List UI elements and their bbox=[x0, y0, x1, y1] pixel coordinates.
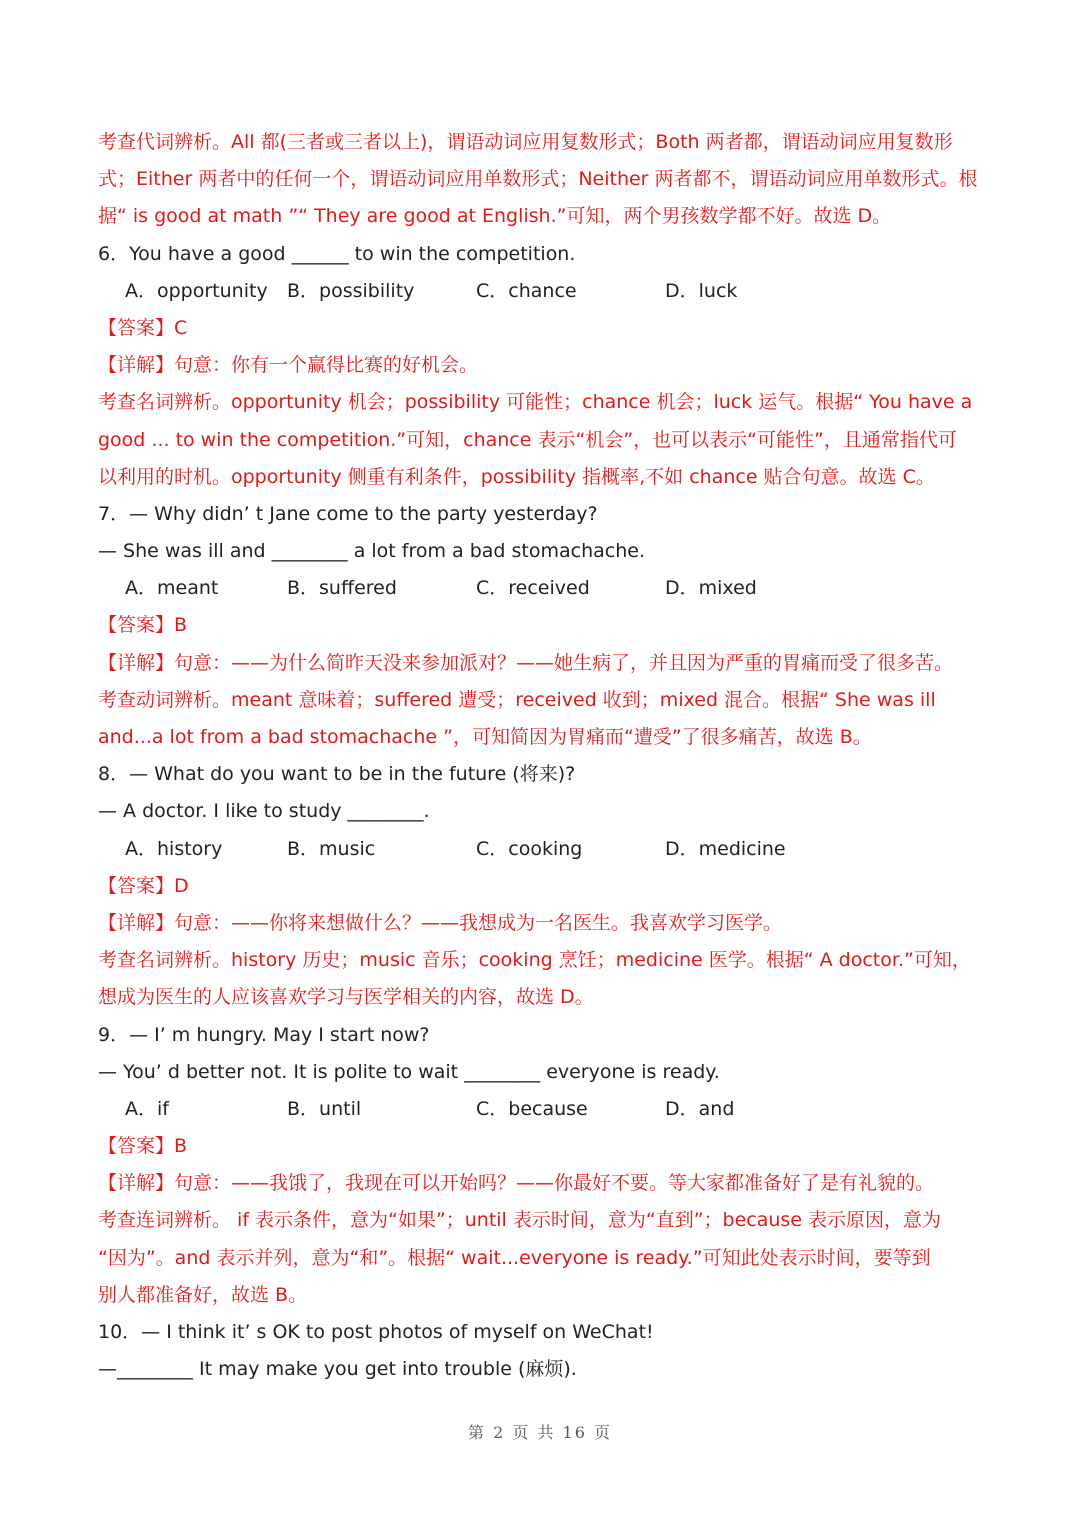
option-d: D．medicine bbox=[665, 837, 786, 860]
q6-question: 6．You have a good ______ to win the competition. bbox=[98, 242, 576, 265]
option-c: C．because bbox=[476, 1097, 588, 1120]
q9-detail: 【详解】句意：——我饿了，我现在可以开始吗？——你最好不要。等大家都准备好了是有礼貌的。 bbox=[98, 1172, 935, 1195]
option-d: D．mixed bbox=[665, 577, 757, 600]
q9-question: 9．— I’ m hungry. May I start now? bbox=[98, 1023, 430, 1046]
q9-options bbox=[98, 1091, 988, 1128]
q6-answer: 【答案】C bbox=[98, 316, 188, 339]
q8-explain-line: 考查名词辨析。history 历史；music 音乐；cooking 烹饪；medicine 医学。根据“ A doctor.”可知， bbox=[98, 949, 971, 972]
q8-detail: 【详解】句意：——你将来想做什么？——我想成为一名医生。我喜欢学习医学。 bbox=[98, 911, 783, 934]
q9-explain-line: “因为”。and 表示并列，意为“和”。根据“ wait...everyone is ready.”可知此处表示时间，要等到 bbox=[98, 1246, 931, 1269]
option-b: B．possibility bbox=[287, 279, 415, 302]
q7-answer: 【答案】B bbox=[98, 614, 188, 637]
option-a: A．if bbox=[125, 1097, 169, 1120]
page-number-footer: 第 2 页 共 16 页 bbox=[468, 1423, 612, 1442]
q8-explain-line: 想成为医生的人应该喜欢学习与医学相关的内容，故选 D。 bbox=[98, 986, 594, 1009]
q8-question: 8．— What do you want to be in the future (将来)? bbox=[98, 763, 576, 786]
q6-explain-line: 考查名词辨析。opportunity 机会；possibility 可能性；chance 机会；luck 运气。根据“ You have a bbox=[98, 391, 973, 414]
q7-explain-line: 考查动词辨析。meant 意味着；suffered 遭受；received 收到；mixed 混合。根据“ She was ill bbox=[98, 688, 936, 711]
q7-question-reply: — She was ill and ________ a lot from a bad stomachache. bbox=[98, 540, 645, 563]
q8-options bbox=[98, 831, 988, 868]
q10-question: 10．— I think it’ s OK to post photos of myself on WeChat! bbox=[98, 1321, 654, 1343]
option-b: B．music bbox=[287, 837, 376, 860]
q8-answer: 【答案】D bbox=[98, 874, 189, 897]
q7-explain-line: and...a lot from a bad stomachache ”，可知简因为胃痛而“遭受”了很多痛苦，故选 B。 bbox=[98, 726, 872, 748]
q5-explain-line: 考查代词辨析。All 都(三者或三者以上)，谓语动词应用复数形式；Both 两者都，谓语动词应用复数形 bbox=[98, 131, 953, 153]
option-a: A．opportunity bbox=[125, 279, 268, 302]
q6-explain-line: good ... to win the competition.”可知，chance 表示“机会”，也可以表示“可能性”，且通常指代可 bbox=[98, 428, 957, 451]
option-b: B．until bbox=[287, 1097, 362, 1120]
q7-question: 7．— Why didn’ t Jane come to the party yesterday? bbox=[98, 502, 598, 525]
q7-detail: 【详解】句意：——为什么简昨天没来参加派对？——她生病了，并且因为严重的胃痛而受了很多苦。 bbox=[98, 651, 954, 674]
page-content bbox=[98, 124, 988, 1388]
option-b: B．suffered bbox=[287, 577, 397, 600]
q5-explain-line: 式；Either 两者中的任何一个，谓语动词应用单数形式；Neither 两者都不，谓语动词应用单数形式。根 bbox=[98, 168, 978, 191]
q6-explain-line: 以利用的时机。opportunity 侧重有利条件，possibility 指概率,不如 chance 贴合句意。故选 C。 bbox=[98, 465, 935, 488]
option-d: D．and bbox=[665, 1097, 735, 1120]
q9-explain-line: 考查连词辨析。 if 表示条件，意为“如果”；until 表示时间，意为“直到”；because 表示原因，意为 bbox=[98, 1209, 942, 1232]
q9-answer: 【答案】B bbox=[98, 1135, 188, 1158]
q10-question-reply: —________ It may make you get into trouble (麻烦). bbox=[98, 1358, 577, 1381]
q8-question-reply: — A doctor. I like to study ________. bbox=[98, 800, 430, 823]
q9-explain-line: 别人都准备好，故选 B。 bbox=[98, 1283, 308, 1306]
option-d: D．luck bbox=[665, 279, 738, 302]
q9-question-reply: — You’ d better not. It is polite to wait ________ everyone is ready. bbox=[98, 1060, 720, 1083]
q5-explain-line: 据“ is good at math ”“ They are good at English.”可知，两个男孩数学都不好。故选 D。 bbox=[98, 205, 892, 228]
option-c: C．received bbox=[476, 577, 590, 600]
option-a: A．meant bbox=[125, 577, 219, 600]
q7-options bbox=[98, 570, 988, 607]
option-a: A．history bbox=[125, 837, 223, 860]
q6-options bbox=[98, 273, 988, 310]
option-c: C．cooking bbox=[476, 837, 583, 860]
q6-detail: 【详解】句意：你有一个赢得比赛的好机会。 bbox=[98, 354, 479, 377]
option-c: C．chance bbox=[476, 279, 577, 302]
